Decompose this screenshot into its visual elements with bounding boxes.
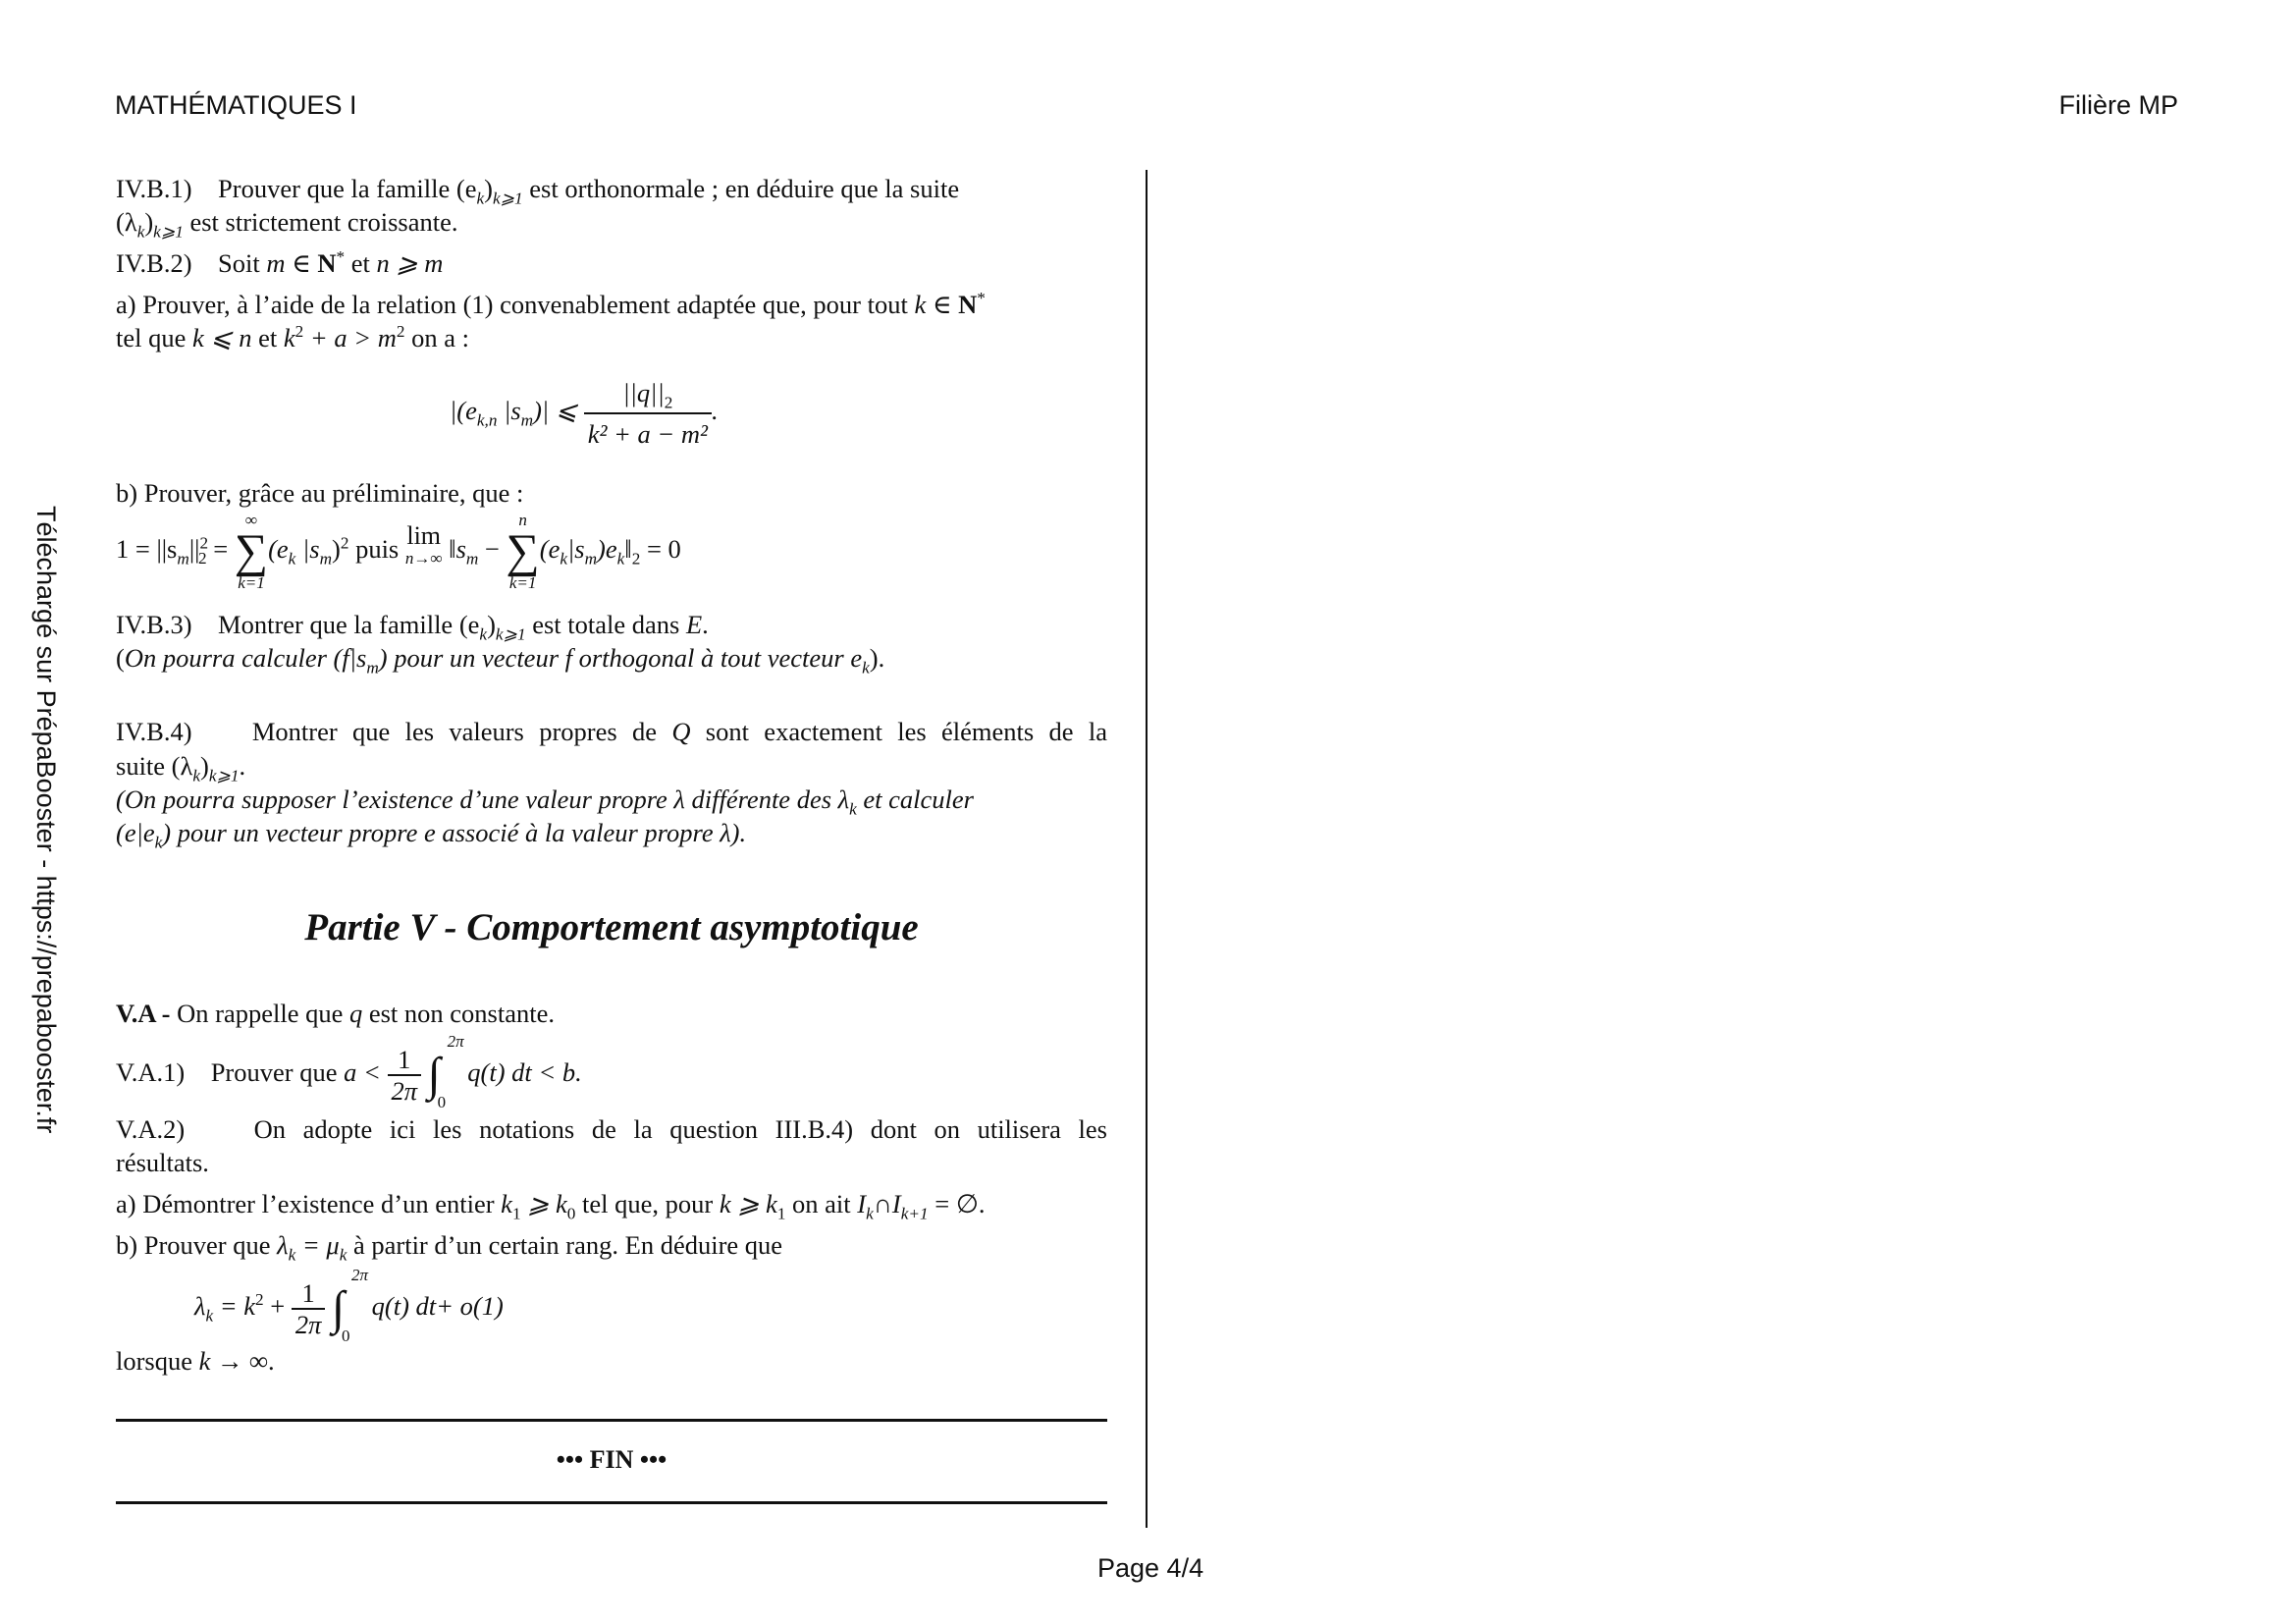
sum-upper: n <box>518 511 527 529</box>
question-va2-line2: résultats. <box>116 1148 209 1177</box>
question-text: sont exactement les éléments de la <box>690 717 1108 746</box>
question-text: on a : <box>404 323 469 352</box>
side-watermark: Téléchargé sur PrépaBooster - https://prepabooster.fr <box>31 506 61 1134</box>
math-text: n ⩾ m <box>376 248 444 278</box>
hint-text: ). <box>869 643 885 673</box>
math-sub: k <box>288 549 296 568</box>
question-text: est totale dans <box>525 610 686 639</box>
hint-ivb4-line2: $(e|e_k)$ pour un vecteur propre e associé à la valeur propre λ). <box>116 818 747 852</box>
question-text: et <box>345 248 377 278</box>
section-title: Partie V - Comportement asymptotique <box>304 906 919 948</box>
question-ivb4-line1 <box>116 716 1107 747</box>
sum-lower: k=1 <box>238 573 265 592</box>
math-text: (λ <box>116 207 137 237</box>
question-ivb2a-line2: tel que k ⩽ n et $k^2 + a > m^2$ on a : <box>116 322 469 352</box>
math-text: )e <box>597 534 617 565</box>
math-text: . <box>712 396 719 426</box>
question-va2b: b) Prouver que $\lambda_k = \mu_k$ à partir d’un certain rang. En déduire que <box>116 1230 783 1265</box>
math-text: λ <box>277 1230 289 1260</box>
question-text: tel que <box>116 323 192 352</box>
integral-sign: ∫ 2π 0 <box>427 1031 464 1111</box>
fraction <box>584 373 712 454</box>
hint-text: ) pour un vecteur f orthogonal à tout vecteur e <box>378 643 863 673</box>
fraction <box>292 1278 326 1339</box>
fraction-numerator: 1 <box>292 1278 326 1310</box>
column-divider <box>1146 170 1148 1528</box>
question-ivb4-line2: suite $(\lambda_k)_{k⩾1}$. <box>116 751 246 785</box>
question-ivb2: IV.B.2) Soit m ∈ N* et n ⩾ m <box>116 247 444 278</box>
question-label: IV.B.3) <box>116 610 192 639</box>
math-text: − <box>478 534 507 565</box>
math-text: = ∅. <box>928 1189 986 1218</box>
math-sub: k <box>476 189 485 208</box>
question-va1 <box>116 1031 582 1111</box>
question-text: . <box>702 610 709 639</box>
math-sub: k+1 <box>900 1204 929 1223</box>
question-ivb2a-line1: a) Prouver, à l’aide de la relation (1) convenablement adaptée que, pour tout k ∈ N* <box>116 289 986 319</box>
math-text: k <box>283 323 295 352</box>
math-text: (e <box>539 534 561 565</box>
math-sub: k,n <box>476 410 498 430</box>
math-text: || <box>188 534 200 565</box>
hint-text: ( <box>116 643 125 673</box>
math-text: ‖s <box>442 534 466 565</box>
hint-text: et calculer <box>856 785 974 814</box>
question-va2a: a) Démontrer l’existence d’un entier $k_1$ ⩾ $k_0$ tel que, pour k ⩾ $k_1$ on ait $I_k\cap I_{k+1}$ = ∅. <box>116 1189 986 1223</box>
sum-symbol: ∑ <box>234 525 269 577</box>
math-sub: k <box>136 222 145 242</box>
math-text: ) <box>332 534 341 565</box>
math-text: k ∈ <box>914 290 959 319</box>
question-ivb1-line1: IV.B.1) Prouver que la famille $(e_k)_{k⩾1}$ est orthonormale ; en déduire que la suite <box>116 174 960 208</box>
question-text: et <box>251 323 284 352</box>
fin-rule-top <box>116 1419 1107 1422</box>
math-text: k → ∞ <box>198 1346 269 1376</box>
math-text: a < <box>344 1057 388 1087</box>
math-text: m ∈ <box>266 248 318 278</box>
question-text: à partir d’un certain rang. En déduire que <box>347 1230 783 1260</box>
summation <box>507 511 540 593</box>
math-text: |s <box>567 534 585 565</box>
hint-text: ) pour un vecteur propre e associé à la valeur propre λ). <box>162 818 747 847</box>
math-text: q(t) dt < b. <box>460 1057 582 1087</box>
math-text: q(t) dt+ o(1) <box>365 1291 504 1321</box>
question-text: lorsque <box>116 1346 199 1376</box>
math-sub: m <box>177 549 189 568</box>
question-text: a) Prouver, à l’aide de la relation (1) convenablement adaptée que, pour tout <box>116 290 915 319</box>
limit <box>405 523 443 568</box>
math-text: Q <box>671 717 691 746</box>
question-text: On adopte ici les notations de la question III.B.4) dont on utilisera les <box>253 1114 1107 1144</box>
math-text: q <box>348 999 363 1028</box>
question-ivb1-line2: $(\lambda_k)_{k⩾1}$ est strictement croissante. <box>116 207 458 242</box>
math-text: = k <box>213 1291 256 1321</box>
header-subject: MATHÉMATIQUES I <box>115 90 357 120</box>
math-text: λ <box>194 1291 206 1321</box>
math-sub: 0 <box>566 1204 576 1223</box>
fin-marker: ••• FIN ••• <box>556 1445 667 1474</box>
math-text: + <box>263 1291 292 1321</box>
question-va2-line1 <box>116 1113 1107 1145</box>
question-va <box>116 998 555 1029</box>
question-text: Montrer que les valeurs propres de <box>251 717 672 746</box>
question-ivb3: IV.B.3) Montrer que la famille $(e_k)_{k⩾1}$ est totale dans E. <box>116 610 709 644</box>
question-text: tel que, pour <box>575 1189 720 1218</box>
formula-parseval: $1 = ||s_m||^2_2$ = ∞ ∑ k=1 ($e_k$ $|s_m)^2$ puis lim n→∞ $‖s_m$ − n ∑ k=1 $(e_k|s_m)e_k‖_2 = 0$ <box>116 511 681 592</box>
math-text: k ⩾ k <box>719 1189 777 1218</box>
math-sub: k⩾1 <box>492 189 523 208</box>
fraction-numerator: ||q|| <box>622 378 665 407</box>
math-sub: 2 <box>664 393 673 412</box>
question-text: Prouver que la famille (e <box>218 174 477 203</box>
fraction-denominator: 2π <box>391 1075 418 1106</box>
hint-text: (e|e <box>116 818 155 847</box>
question-text: Montrer que la famille (e <box>218 610 480 639</box>
question-text: Soit <box>218 248 267 278</box>
math-text: ⩾ k <box>520 1189 567 1218</box>
sum-symbol: ∑ <box>506 525 540 577</box>
integral-lower: 0 <box>342 1326 350 1345</box>
header-track: Filière MP <box>2058 90 2178 120</box>
page-number: Page 4/4 <box>1097 1553 1204 1583</box>
question-text: est non constante. <box>362 999 555 1028</box>
question-text: est orthonormale ; en déduire que la suite <box>522 174 960 203</box>
question-label: V.A.1) <box>116 1057 186 1087</box>
fraction-denominator: k² + a − m² <box>587 419 708 449</box>
integral-upper: 2π <box>351 1265 369 1284</box>
integral-lower: 0 <box>437 1092 447 1111</box>
math-text: = μ <box>295 1230 340 1260</box>
math-text: puis <box>348 534 405 565</box>
fraction <box>388 1045 422 1106</box>
math-text: E <box>685 610 703 639</box>
math-text: |s <box>497 396 521 426</box>
math-text: 1 = ||s <box>116 534 178 565</box>
question-text: suite (λ <box>116 751 193 781</box>
question-text: a) Démontrer l’existence d’un entier <box>116 1189 502 1218</box>
hint-text: On pourra calculer (f|s <box>124 643 367 673</box>
question-va2-lorsque <box>116 1345 275 1377</box>
math-text: k ⩽ n <box>192 323 252 352</box>
math-text: )| ⩽ <box>533 396 584 426</box>
summation <box>235 511 268 593</box>
sum-upper: ∞ <box>244 511 258 529</box>
question-text: on ait <box>785 1189 858 1218</box>
math-text: + a > m <box>303 323 397 352</box>
math-sub: k⩾1 <box>153 222 184 242</box>
math-text: |s <box>295 534 320 565</box>
fin-rule-bottom <box>116 1501 1107 1504</box>
question-text: b) Prouver que <box>116 1230 278 1260</box>
lim-text: lim <box>406 521 442 551</box>
hint-text: (On pourra supposer l’existence d’une valeur propre λ différente des λ <box>116 785 850 814</box>
question-label: V.A.2) <box>116 1114 186 1144</box>
math-text: k <box>501 1189 512 1218</box>
fraction-numerator: 1 <box>388 1045 422 1076</box>
question-ivb2b: b) Prouver, grâce au préliminaire, que : <box>116 478 524 508</box>
formula-asymptotic: $\lambda_k = k^2$ + $\frac{1}{2\pi}$ ∫ 2π 0 q(t) dt+ o(1) <box>194 1265 504 1345</box>
question-text: est strictement croissante. <box>183 207 458 237</box>
math-text: = <box>206 534 235 565</box>
question-label: IV.B.1) <box>116 174 192 203</box>
question-text: . <box>239 751 246 781</box>
question-label: IV.B.2) <box>116 248 192 278</box>
math-set: N <box>317 248 337 278</box>
math-text: = 0 <box>640 534 681 565</box>
fraction-denominator: 2π <box>294 1309 322 1339</box>
question-text: On rappelle que <box>170 999 349 1028</box>
question-label: IV.B.4) <box>116 717 192 746</box>
sum-lower: k=1 <box>508 573 537 592</box>
math-text: |(e <box>450 396 477 426</box>
math-text: ‖ <box>624 534 632 565</box>
question-text: Prouver que <box>210 1057 345 1087</box>
integral-sign: ∫ 2π 0 <box>332 1265 369 1345</box>
formula-inequality <box>450 373 719 454</box>
question-label: V.A - <box>116 999 171 1028</box>
hint-ivb3: (On pourra calculer $(f|s_m)$ pour un vecteur f orthogonal à tout vecteur $e_k$). <box>116 643 885 677</box>
math-sub: m <box>520 410 534 430</box>
integral-upper: 2π <box>447 1031 464 1051</box>
lim-sub: n→∞ <box>404 549 443 568</box>
math-text: (e <box>268 534 289 565</box>
hint-ivb4-line1: (On pourra supposer l’existence d’une valeur propre λ différente des $\lambda_k$ et calculer <box>116 785 974 819</box>
math-text: I <box>857 1189 867 1218</box>
math-text: ∩I <box>873 1189 901 1218</box>
math-sub: 1 <box>511 1204 521 1223</box>
question-text: . <box>268 1346 275 1376</box>
